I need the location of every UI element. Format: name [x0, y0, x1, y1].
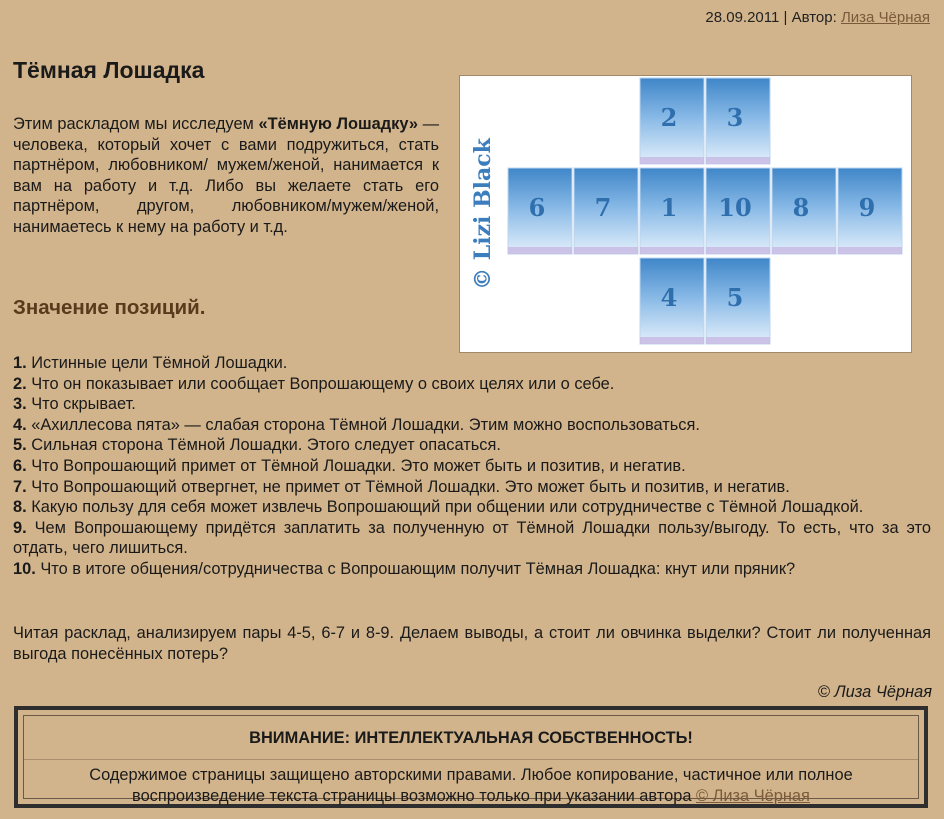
- card-position-8: [772, 168, 836, 254]
- card-edge: [574, 247, 638, 254]
- position-number: 1.: [13, 354, 27, 372]
- position-number: 10.: [13, 559, 36, 578]
- card-edge: [706, 157, 770, 164]
- card-edge: [772, 247, 836, 254]
- position-number: 7.: [13, 477, 27, 496]
- intro-bold: «Тёмную Лошадку»: [258, 115, 418, 133]
- position-number: 2.: [13, 374, 27, 393]
- outro-paragraph: Читая расклад, анализируем пары 4-5, 6-7 и 8-9. Делаем выводы, а стоит ли овчинка выделки? Стоит ли полученная выгода понесённых потерь?: [13, 624, 931, 663]
- card-edge: [640, 337, 704, 344]
- position-number: 5.: [13, 436, 27, 455]
- position-number: 4.: [13, 415, 27, 434]
- position-text: Что скрывает.: [26, 395, 136, 414]
- card-label: 1: [660, 193, 678, 222]
- spread-diagram: [460, 76, 911, 352]
- card-label: 8: [792, 193, 810, 222]
- card-label: 4: [660, 283, 678, 312]
- positions-list: [13, 353, 931, 580]
- post-date: 28.09.2011: [705, 9, 780, 26]
- position-item: [13, 394, 931, 415]
- signature: © Лиза Чёрная: [817, 683, 932, 701]
- position-item: [13, 497, 931, 518]
- position-text: «Ахиллесова пята» — слабая сторона Тёмной Лошадки. Этим можно воспользоваться.: [26, 415, 700, 434]
- copyright-notice: [14, 706, 928, 808]
- meta-separator: | Автор:: [779, 9, 841, 26]
- notice-body: [24, 760, 918, 807]
- card-label: 10: [718, 193, 752, 222]
- position-text: Сильная сторона Тёмной Лошадки. Этого следует опасаться.: [26, 436, 501, 455]
- card-position-6: [508, 168, 572, 254]
- card-label: 9: [858, 193, 876, 222]
- position-item: [13, 353, 931, 374]
- position-number: 6.: [13, 456, 27, 475]
- card-position-4: [640, 258, 704, 344]
- position-item: [13, 374, 931, 395]
- intro-lead: Этим раскладом мы исследуем: [13, 115, 259, 133]
- card-position-10: [706, 168, 770, 254]
- position-item: [13, 477, 931, 498]
- card-label: 2: [660, 103, 678, 132]
- position-item: [13, 559, 931, 580]
- notice-author-link[interactable]: © Лиза Чёрная: [696, 787, 810, 805]
- positions-heading: Значение позиций.: [13, 296, 206, 319]
- position-number: 8.: [13, 498, 27, 517]
- position-text: Чем Вопрошающему придётся заплатить за полученную от Тёмной Лошадки пользу/выгоду. То есть, что за это отдать, чего лишиться.: [13, 518, 931, 558]
- card-edge: [838, 247, 902, 254]
- card-label: 7: [594, 193, 612, 222]
- intro-rest: — человека, который хочет с вами подружиться, стать партнёром, любовником/ мужем/женой, нанимается к вам на работу и т.д. Либо вы желаете стать его партнёром, другом, любовником/мужем/женой, нанимаетесь к нему на работу и т.д.: [13, 115, 439, 236]
- position-text: Что Вопрошающий отвергнет, не примет от Тёмной Лошадки. Это может быть и позитив, и негатив.: [26, 477, 790, 496]
- spread-figure: [459, 75, 912, 353]
- intro-paragraph: [13, 114, 439, 238]
- author-link[interactable]: Лиза Чёрная: [840, 9, 930, 26]
- card-position-9: [838, 168, 902, 254]
- card-position-3: [706, 78, 770, 164]
- card-position-5: [706, 258, 770, 344]
- position-number: 9.: [13, 518, 27, 537]
- card-label: 3: [726, 103, 744, 132]
- card-label: 5: [726, 283, 744, 312]
- card-position-2: [640, 78, 704, 164]
- card-position-1: [640, 168, 704, 254]
- position-text: Какую пользу для себя может извлечь Вопрошающий при общении или сотрудничестве с Тёмной Лошадкой.: [26, 498, 864, 517]
- position-text: Что в итоге общения/сотрудничества с Вопрошающим получит Тёмная Лошадка: кнут или пряник?: [35, 559, 796, 578]
- position-item: [13, 415, 931, 436]
- notice-inner: [23, 715, 919, 805]
- position-item: [13, 518, 931, 559]
- position-number: 3.: [13, 395, 27, 414]
- notice-text: Содержимое страницы защищено авторскими правами. Любое копирование, частичное или полное воспроизведение текста страницы возможно только при указании автора: [89, 766, 853, 805]
- position-text: Что он показывает или сообщает Вопрошающему о своих целях или о себе.: [26, 374, 615, 393]
- card-edge: [508, 247, 572, 254]
- card-label: 6: [528, 193, 546, 222]
- card-edge: [640, 247, 704, 254]
- position-item: [13, 435, 931, 456]
- post-meta: [705, 9, 930, 26]
- watermark-text: © Lizi Black: [470, 138, 496, 290]
- page-title: Тёмная Лошадка: [13, 57, 205, 83]
- card-edge: [706, 247, 770, 254]
- position-text: Что Вопрошающий примет от Тёмной Лошадки. Это может быть и позитив, и негатив.: [26, 456, 686, 475]
- card-edge: [640, 157, 704, 164]
- card-position-7: [574, 168, 638, 254]
- position-text: Истинные цели Тёмной Лошадки.: [26, 354, 288, 372]
- position-item: [13, 456, 931, 477]
- card-edge: [706, 337, 770, 344]
- notice-title: ВНИМАНИЕ: ИНТЕЛЛЕКТУАЛЬНАЯ СОБСТВЕННОСТЬ!: [24, 716, 918, 760]
